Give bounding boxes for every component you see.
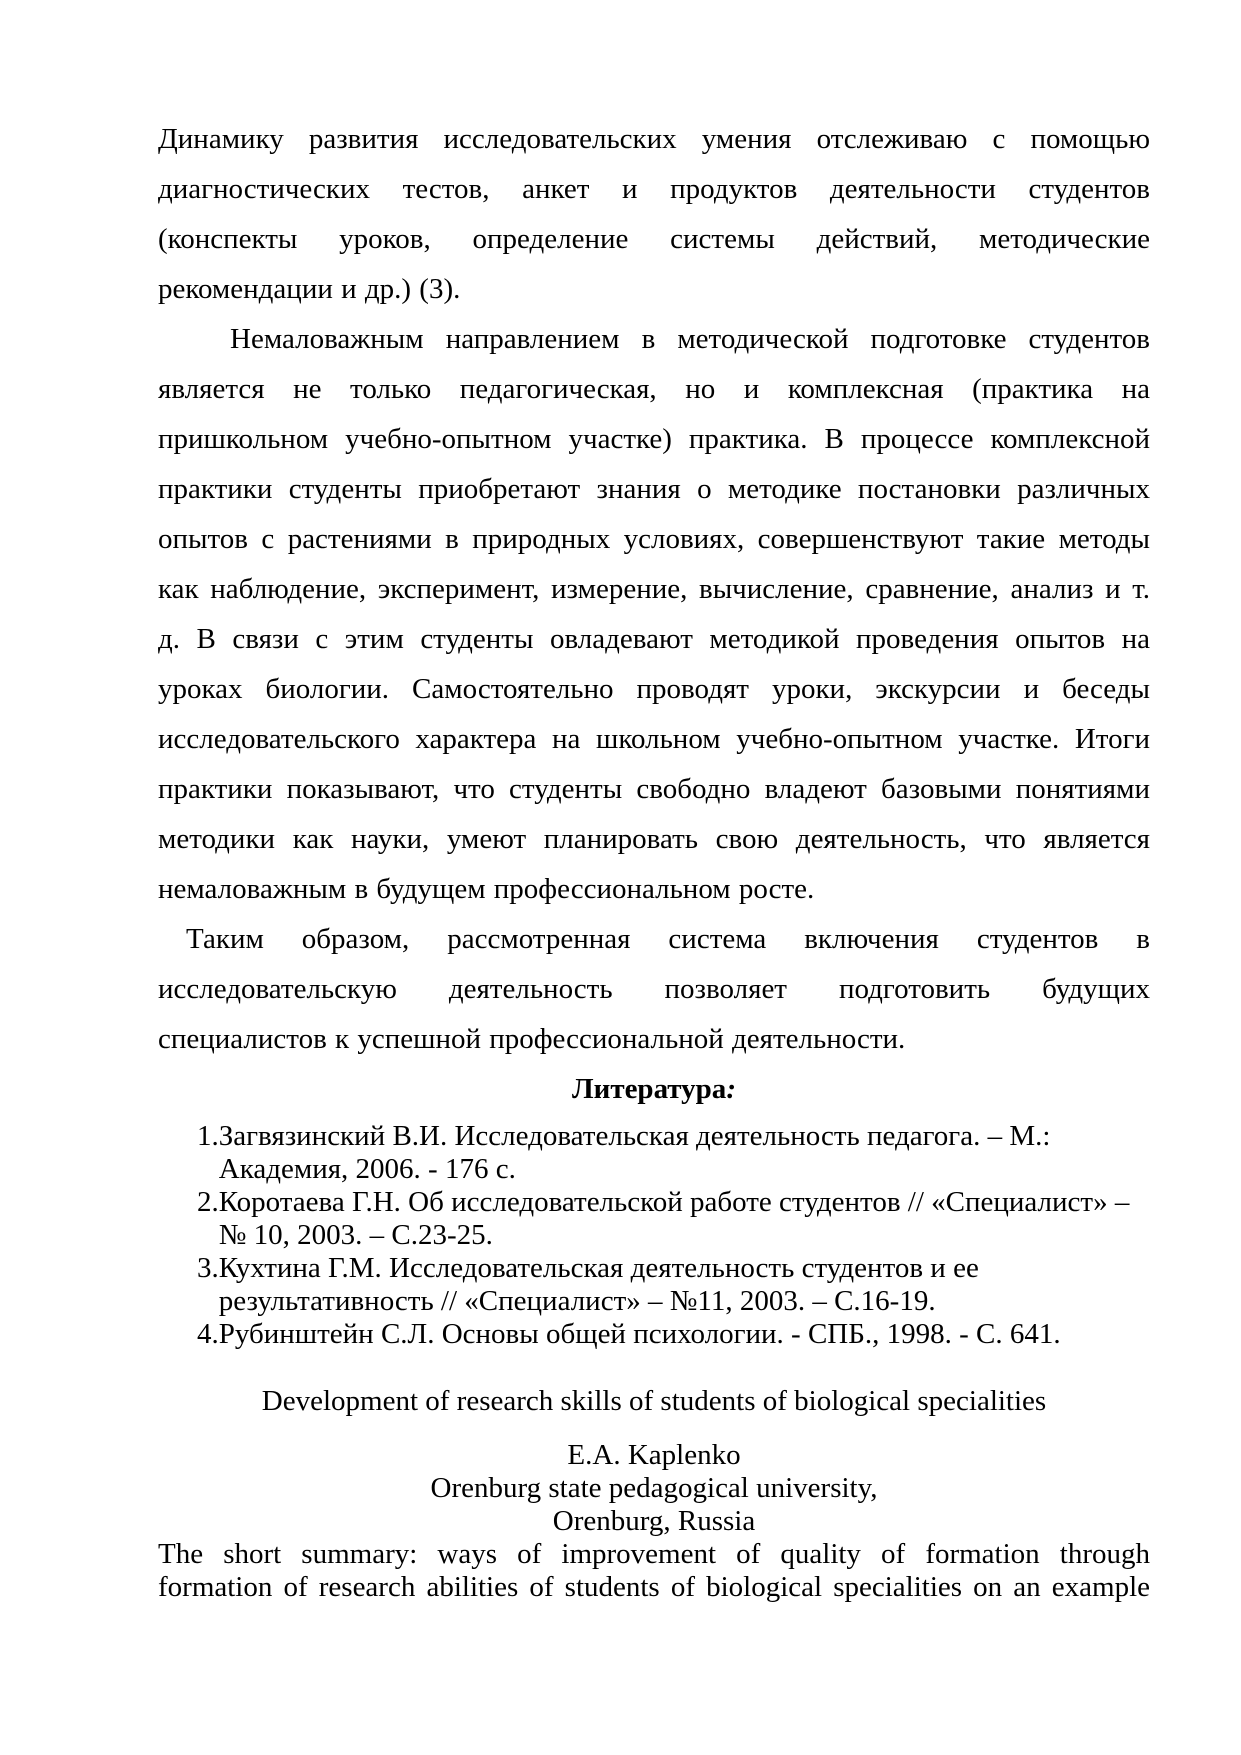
literature-heading-text: Литература [572, 1073, 727, 1105]
author-block [158, 1439, 1150, 1538]
reference-item [158, 1252, 1150, 1318]
page-content [158, 114, 1150, 1604]
reference-item [158, 1186, 1150, 1252]
summary-paragraph: The short summary: ways of improvement of quality of formation through formation of research abilities of students of biological specialities on an example [158, 1538, 1150, 1603]
paragraph-conclusion: Таким образом, рассмотренная система включения студентов в исследовательскую деятельность позволяет подготовить будущих специалистов к успешной профессиональной деятельности. [158, 923, 1150, 1055]
reference-number: 4. [197, 1318, 219, 1350]
reference-item [158, 1120, 1150, 1186]
reference-text: Коротаева Г.Н. Об исследовательской работе студентов // «Специалист» – № 10, 2003. – С.23-25. [218, 1186, 1130, 1251]
reference-number: 2. [197, 1186, 219, 1218]
paragraph-practice: Немаловажным направлением в методической подготовке студентов является не только педагогическая, но и комплексная (практика на пришкольном учебно-опытном участке) практика. В процессе комплексной практики студенты приобретают знания о методике постановки различных опытов с растениями в природных условиях, совершенствуют такие методы как наблюдение, эксперимент, измерение, вычисление, сравнение, анализ и т. д. В связи с этим студенты овладевают методикой проведения опытов на уроках биологии. Самостоятельно проводят уроки, экскурсии и беседы исследовательского характера на школьном учебно-опытном участке. Итоги практики показывают, что студенты свободно владеют базовыми понятиями методики как науки, умеют планировать свою деятельность, что является немаловажным в будущем профессиональном росте. [158, 323, 1150, 905]
reference-number: 1. [197, 1120, 219, 1152]
reference-text: Рубинштейн С.Л. Основы общей психологии. - СПБ., 1998. - С. 641. [218, 1318, 1061, 1350]
reference-item [158, 1318, 1150, 1351]
literature-heading [158, 1064, 1150, 1114]
reference-text: Кухтина Г.М. Исследовательская деятельность студентов и ее результативность // «Специалист» – №11, 2003. – С.16-19. [218, 1252, 979, 1317]
literature-heading-colon: : [726, 1073, 736, 1105]
english-title: Development of research skills of students of biological specialities [261, 1385, 1047, 1417]
affiliation: Orenburg state pedagogical university, [430, 1472, 878, 1504]
reference-number: 3. [197, 1252, 219, 1284]
location: Orenburg, Russia [552, 1505, 756, 1537]
reference-text: Загвязинский В.И. Исследовательская деятельность педагога. – М.: Академия, 2006. - 176 с. [218, 1120, 1051, 1185]
paragraph-dynamics: Динамику развития исследовательских умения отслеживаю с помощью диагностических тестов, анкет и продуктов деятельности студентов (конспекты уроков, определение системы действий, методические рекомендации и др.) (3). [158, 123, 1150, 305]
author-name: E.A. Kaplenko [567, 1439, 741, 1471]
references-list [158, 1120, 1150, 1351]
